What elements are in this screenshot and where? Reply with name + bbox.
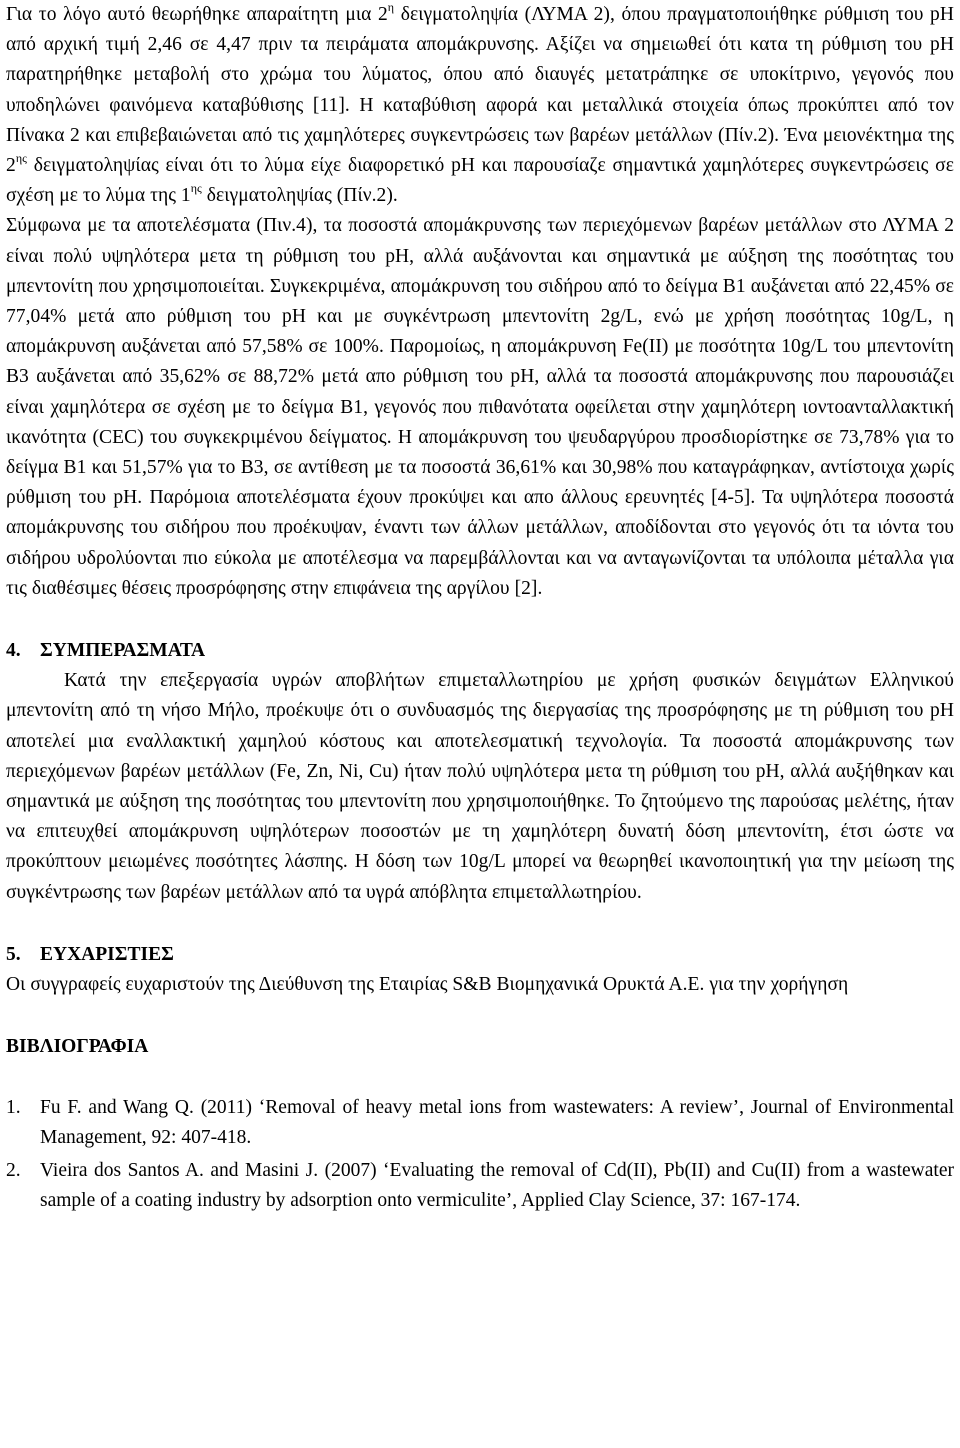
section-spacer (6, 908, 954, 940)
reference-item (6, 1093, 954, 1153)
document-page (6, 0, 954, 1219)
superscript: η (387, 0, 395, 14)
section-heading-acknowledgements (6, 940, 954, 970)
reference-list (6, 1093, 954, 1217)
superscript: ης (190, 181, 202, 196)
text-run: δειγματοληψία (ΛΥΜΑ 2), όπου πραγματοποιήθηκε ρύθμιση του pH από αρχική τιμή 2,46 σε 4,47 πριν τα πειράματα απομάκρυνσης. Αξίζει να σημειωθεί ότι κατα τη ρύθμιση του pH παρατηρήθηκε μεταβολή στο χρώμα του λύματος, όπου από διαυγές μετατράπηκε σε υποκίτρινο, γεγονός που υποδηλώνει φαινόμενα καταβύθισης [11]. Η καταβύθιση αφορά και μεταλλικά στοιχεία όπως προκύπτει από τον Πίνακα 2 και επιβεβαιώνεται από τις χαμηλότερες συγκεντρώσεις των βαρέων μετάλλων (Πίν.2). Ένα μειονέκτημα της 2 (6, 4, 954, 177)
conclusions-paragraph: Κατά την επεξεργασία υγρών αποβλήτων επιμεταλλωτηρίου με χρήση φυσικών δειγμάτων Ελληνικού μπεντονίτη από τη νήσο Μήλο, προέκυψε ότι ο συνδυασμός της διεργασίας της προσρόφησης με τη ρύθμιση του pH αποτελεί μια εναλλακτική χαμηλού κόστους και αποτελεσματική τεχνολογία. Τα ποσοστά απομάκρυνσης των περιεχόμενων βαρέων μετάλλων (Fe, Zn, Ni, Cu) ήταν πολύ υψηλότερα μετα τη ρύθμιση του pH, αλλά αυξήθηκαν και σημαντικά με αύξηση της ποσότητας του μπεντονίτη που χρησιμοποιήθηκε. Το ζητούμενο της παρούσας μελέτης, ήταν να επιτευχθεί απομάκρυνση υψηλότερων ποσοστών με τη χαμηλότερη δυνατή δόση μπεντονίτη, έτσι ώστε να προκύπτουν μειωμένες ποσότητες λάσπης. Η δόση των 10g/L μπορεί να θεωρηθεί ικανοποιητική για την μείωση της συγκέντρωσης των βαρέων μετάλλων από τα υγρά απόβλητα επιμεταλλωτηρίου. (6, 670, 954, 903)
text-run: δειγματοληψίας είναι ότι το λύμα είχε διαφορετικό pH και παρουσίαζε σημαντικά χαμηλότερες συγκεντρώσεις σε σχέση με το λύμα της 1 (6, 155, 954, 207)
acknowledgements-paragraph: Οι συγγραφείς ευχαριστούν της Διεύθυνση της Εταιρίας S&B Βιομηχανικά Ορυκτά Α.Ε. για την χορήγηση (6, 974, 849, 996)
reference-text: Vieira dos Santos A. and Masini J. (2007) ‘Evaluating the removal of Cd(II), Pb(II) and Cu(II) from a wastewater sample of a coating industry by adsorption onto vermiculite’, Applied Clay Science, 37: 167-174. (40, 1159, 954, 1212)
section-title: ΕΥΧΑΡΙΣΤΙΕΣ (40, 943, 174, 965)
superscript: ης (15, 151, 27, 166)
section-heading-conclusions (6, 636, 954, 666)
body-paragraph-results: Σύμφωνα με τα αποτελέσματα (Πιν.4), τα ποσοστά απομάκρυνσης των περιεχόμενων βαρέων μετάλλων στο ΛΥΜΑ 2 είναι πολύ υψηλότερα μετα τη ρύθμιση του pH, αλλά αυξάνονται και σημαντικά με αύξηση της ποσότητας του μπεντονίτη που χρησιμοποιείται. Συγκεκριμένα, απομάκρυνση του σιδήρου από το δείγμα Β1 αυξάνεται από 22,45% σε 77,04% μετά απο ρύθμιση του pH και με συγκέντρωση μπεντονίτη 2g/L, ενώ με χρήση ποσότητας 10g/L, η απομάκρυνση αυξάνεται από 57,58% σε 100%. Παρομοίως, η απομάκρυνση Fe(II) με ποσότητα 10g/L του μπεντονίτη Β3 αυξάνεται από 35,62% σε 88,72% μετά απο ρύθμιση του pH, αλλά τα ποσοστά απομάκρυνσης που παρουσιάζει είναι χαμηλότερα σε σχέση με το δείγμα Β1, γεγονός που πιθανότατα οφείλεται στην χαμηλότερη ιοντοανταλλακτική ικανότητα (CEC) του συγκεκριμένου δείγματος. Η απομάκρυνση του ψευδαργύρου προσδιορίστηκε σε 73,78% για το δείγμα Β1 και 51,57% για το Β3, σε αντίθεση με τα ποσοστά 36,61% και 30,98% που καταγράφηκαν, αντίστοιχα χωρίς ρύθμιση του pH. Παρόμοια αποτελέσματα έχουν προκύψει και απο άλλους ερευνητές [4-5]. Τα υψηλότερα ποσοστά απομάκρυνσης του σιδήρου που προέκυψαν, έναντι των άλλων μετάλλων, αποδίδονται στο γεγονός ότι τα ιόντα του σιδήρου υδρολύονται πιο εύκολα με αποτέλεσμα να παρεμβάλλονται και να ανταγωνίζονται τα υπόλοιπα μέταλλα για τις διαθέσιμες θέσεις προσρόφησης στην επιφάνεια της αργίλου [2]. (6, 215, 954, 599)
bibliography-heading: ΒΙΒΛΙΟΓΡΑΦΙΑ (6, 1036, 149, 1058)
reference-item (6, 1156, 954, 1216)
section-spacer (6, 604, 954, 636)
section-spacer (6, 1000, 954, 1032)
text-run: δειγματοληψίας (Πίν.2). (201, 185, 398, 207)
section-title: ΣΥΜΠΕΡΑΣΜΑΤΑ (40, 640, 206, 662)
reference-text: Fu F. and Wang Q. (2011) ‘Removal of heavy metal ions from wastewaters: A review’, Journal of Environmental Management, 92: 407-418. (40, 1096, 954, 1148)
section-spacer (6, 1063, 954, 1093)
reference-number: 2. (6, 1159, 21, 1181)
reference-number: 1. (6, 1096, 21, 1118)
body-paragraph-ph-adjustment (6, 0, 954, 211)
section-number: 4. (6, 640, 21, 662)
text-run: Για το λόγο αυτό θεωρήθηκε απαραίτητη μια 2 (6, 4, 388, 25)
section-number: 5. (6, 943, 21, 965)
